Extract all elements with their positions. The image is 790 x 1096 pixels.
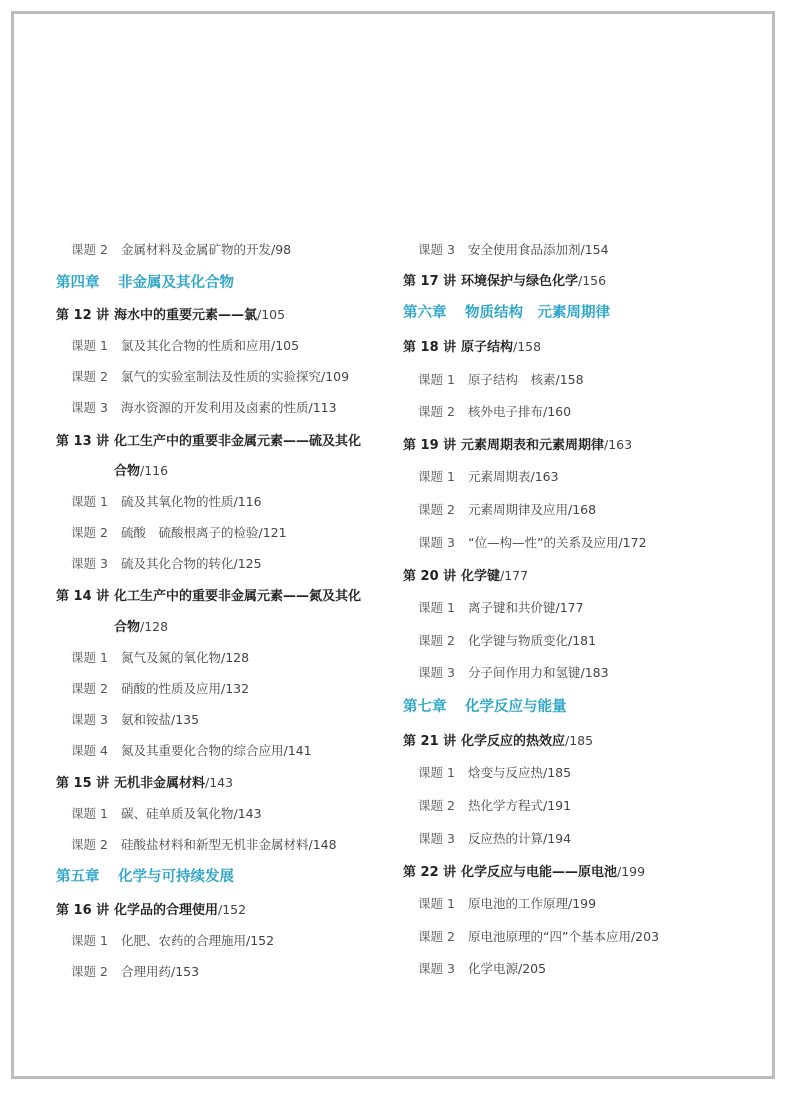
page-number: /185 [565, 733, 594, 748]
entry-number: 第 12 讲 [56, 308, 110, 323]
entry-number: 第 19 讲 [403, 438, 457, 453]
lecture-title-continued[interactable] [56, 461, 168, 481]
page-number: /143 [233, 806, 262, 821]
entry-title: 氮及其重要化合物的综合应用 [121, 743, 284, 758]
lesson-entry[interactable] [56, 962, 199, 982]
entry-title: 原电池的工作原理 [468, 896, 569, 911]
lecture-entry[interactable] [403, 271, 606, 291]
entry-number: 第四章 [56, 275, 100, 291]
entry-number: 第 15 讲 [56, 776, 110, 791]
entry-number: 课题 3 [71, 556, 108, 571]
lecture-entry[interactable] [403, 435, 632, 455]
lesson-entry[interactable] [56, 523, 287, 543]
entry-number: 课题 3 [418, 242, 455, 257]
entry-title: 金属材料及金属矿物的开发 [121, 242, 272, 257]
entry-title: 原电池原理的“四”个基本应用 [468, 929, 631, 944]
entry-title: 氯及其化合物的性质和应用 [121, 338, 272, 353]
entry-title: 化学电源 [468, 961, 519, 976]
lecture-entry[interactable] [56, 586, 361, 606]
entry-number: 课题 1 [71, 338, 108, 353]
entry-number: 第 14 讲 [56, 589, 110, 604]
entry-title: 化学反应与电能——原电池 [461, 865, 618, 880]
page-number: /177 [555, 600, 584, 615]
page-number: /153 [171, 964, 200, 979]
entry-number: 第 20 讲 [403, 569, 457, 584]
entry-number: 课题 2 [418, 404, 455, 419]
page-number: /158 [513, 339, 542, 354]
page-number: /199 [617, 864, 646, 879]
page-number: /143 [205, 775, 234, 790]
lesson-entry[interactable] [56, 679, 249, 699]
entry-number: 第 16 讲 [56, 903, 110, 918]
lesson-entry[interactable] [403, 467, 559, 487]
page-number: /185 [543, 765, 572, 780]
lesson-entry[interactable] [56, 710, 199, 730]
lesson-entry[interactable] [56, 367, 349, 387]
page-number: /116 [140, 463, 169, 478]
page-number: /194 [543, 831, 572, 846]
lesson-entry[interactable] [403, 533, 647, 553]
entry-number: 课题 2 [418, 502, 455, 517]
page-number: /109 [321, 369, 350, 384]
entry-title: 元素周期表和元素周期律 [461, 438, 605, 453]
lecture-entry[interactable] [403, 731, 593, 751]
entry-title: 物质结构 元素周期律 [465, 305, 610, 321]
page-number: /205 [518, 961, 547, 976]
lesson-entry[interactable] [56, 741, 312, 761]
entry-title: 反应热的计算 [468, 831, 544, 846]
entry-number: 课题 4 [71, 743, 108, 758]
page-number: /141 [283, 743, 312, 758]
page-number: /160 [543, 404, 572, 419]
lesson-entry[interactable] [403, 796, 571, 816]
lecture-entry[interactable] [403, 862, 645, 882]
entry-title: 元素周期律及应用 [468, 502, 569, 517]
page-number: /177 [500, 568, 529, 583]
entry-number: 第六章 [403, 305, 447, 321]
entry-number: 课题 1 [418, 372, 455, 387]
lesson-entry[interactable] [403, 894, 596, 914]
page-number: /181 [568, 633, 597, 648]
lesson-entry[interactable] [403, 598, 584, 618]
page-number: /191 [543, 798, 572, 813]
page-number: /105 [257, 307, 286, 322]
entry-title: 氮气及氮的氧化物 [121, 650, 222, 665]
lesson-entry[interactable] [56, 492, 262, 512]
entry-title: 化学反应与能量 [465, 699, 567, 715]
lesson-entry[interactable] [403, 829, 571, 849]
page-number: /135 [171, 712, 200, 727]
lesson-entry[interactable] [403, 402, 571, 422]
lecture-entry[interactable] [56, 900, 246, 920]
lecture-title-continued[interactable] [56, 617, 168, 637]
page-number: /183 [580, 665, 609, 680]
lesson-entry[interactable] [56, 398, 337, 418]
entry-number: 课题 2 [71, 837, 108, 852]
entry-title: 环境保护与绿色化学 [461, 274, 579, 289]
lesson-entry[interactable] [56, 835, 337, 855]
page-number: /156 [578, 273, 607, 288]
page-number: /163 [530, 469, 559, 484]
entry-title: 化肥、农药的合理施用 [121, 933, 247, 948]
entry-title: 硅酸盐材料和新型无机非金属材料 [121, 837, 309, 852]
chapter-heading[interactable] [403, 697, 567, 717]
lesson-entry[interactable] [403, 240, 609, 260]
lecture-entry[interactable] [56, 431, 361, 451]
page-number: /128 [140, 619, 169, 634]
entry-number: 课题 2 [418, 798, 455, 813]
page-number: /168 [568, 502, 597, 517]
entry-number: 课题 2 [418, 633, 455, 648]
page-number: /116 [233, 494, 262, 509]
page-number: /199 [568, 896, 597, 911]
entry-title: 化学与可持续发展 [118, 869, 234, 885]
entry-title: 分子间作用力和氢键 [468, 665, 581, 680]
entry-title: 安全使用食品添加剂 [468, 242, 581, 257]
entry-title: 焓变与反应热 [468, 765, 544, 780]
lesson-entry[interactable] [56, 240, 291, 260]
entry-number: 课题 1 [418, 765, 455, 780]
entry-number: 课题 1 [71, 806, 108, 821]
entry-title: 化学键与物质变化 [468, 633, 569, 648]
entry-title: 合理用药 [121, 964, 172, 979]
entry-number: 第 17 讲 [403, 274, 457, 289]
entry-title: 氯气的实验室制法及性质的实验探究 [121, 369, 322, 384]
entry-title: 核外电子排布 [468, 404, 544, 419]
page-number: /113 [308, 400, 337, 415]
entry-number: 课题 3 [71, 712, 108, 727]
entry-number: 课题 1 [418, 896, 455, 911]
entry-title: 离子键和共价键 [468, 600, 556, 615]
lesson-entry[interactable] [56, 648, 249, 668]
lesson-entry[interactable] [403, 631, 596, 651]
page-number: /154 [580, 242, 609, 257]
entry-number: 课题 2 [71, 525, 108, 540]
entry-title: 合物 [114, 464, 141, 479]
lesson-entry[interactable] [56, 931, 274, 951]
entry-number: 第 13 讲 [56, 434, 110, 449]
entry-title: 化学反应的热效应 [461, 734, 566, 749]
lecture-entry[interactable] [56, 773, 233, 793]
entry-title: 氨和铵盐 [121, 712, 172, 727]
entry-number: 课题 2 [71, 242, 108, 257]
entry-number: 第五章 [56, 869, 100, 885]
entry-number: 课题 3 [418, 961, 455, 976]
entry-title: 原子结构 核素 [468, 372, 556, 387]
page-number: /128 [221, 650, 250, 665]
page-number: /105 [271, 338, 300, 353]
page-number: /148 [308, 837, 337, 852]
lesson-entry[interactable] [403, 763, 571, 783]
entry-number: 课题 1 [71, 650, 108, 665]
lesson-entry[interactable] [403, 500, 596, 520]
entry-title: 化学键 [461, 569, 501, 584]
lesson-entry[interactable] [56, 804, 262, 824]
page-number: /132 [221, 681, 250, 696]
page-number: /152 [218, 902, 247, 917]
entry-number: 第七章 [403, 699, 447, 715]
entry-number: 第 21 讲 [403, 734, 457, 749]
entry-number: 第 22 讲 [403, 865, 457, 880]
lesson-entry[interactable] [403, 370, 584, 390]
entry-title: 非金属及其化合物 [118, 275, 234, 291]
lecture-entry[interactable] [403, 566, 528, 586]
page-number: /125 [233, 556, 262, 571]
entry-title: “位—构—性”的关系及应用 [468, 535, 619, 550]
entry-number: 课题 3 [71, 400, 108, 415]
chapter-heading[interactable] [56, 867, 234, 887]
entry-number: 课题 3 [418, 831, 455, 846]
entry-title: 海水中的重要元素——氯 [114, 308, 258, 323]
entry-title: 硫酸 硫酸根离子的检验 [121, 525, 259, 540]
page-number: /121 [258, 525, 287, 540]
entry-title: 碳、硅单质及氧化物 [121, 806, 234, 821]
entry-title: 硫及其氧化物的性质 [121, 494, 234, 509]
entry-number: 课题 2 [71, 964, 108, 979]
entry-title: 海水资源的开发利用及卤素的性质 [121, 400, 309, 415]
entry-title: 硫及其化合物的转化 [121, 556, 234, 571]
lecture-entry[interactable] [56, 305, 285, 325]
entry-number: 课题 2 [71, 369, 108, 384]
page-number: /203 [630, 929, 660, 944]
lesson-entry[interactable] [56, 554, 262, 574]
entry-number: 课题 1 [71, 933, 108, 948]
page-number: /163 [604, 437, 633, 452]
page-number: /158 [555, 372, 584, 387]
page-number: /172 [618, 535, 647, 550]
entry-title: 合物 [114, 620, 141, 635]
page-number: /98 [271, 242, 292, 257]
lesson-entry[interactable] [56, 336, 299, 356]
lesson-entry[interactable] [403, 959, 546, 979]
chapter-heading[interactable] [56, 273, 234, 293]
lesson-entry[interactable] [403, 663, 609, 683]
entry-title: 原子结构 [461, 340, 514, 355]
page-number: /152 [246, 933, 275, 948]
entry-number: 课题 1 [418, 600, 455, 615]
entry-number: 课题 3 [418, 535, 455, 550]
entry-number: 课题 2 [418, 929, 455, 944]
chapter-heading[interactable] [403, 303, 610, 323]
entry-number: 第 18 讲 [403, 340, 457, 355]
entry-title: 化学品的合理使用 [114, 903, 219, 918]
lecture-entry[interactable] [403, 337, 541, 357]
entry-number: 课题 2 [71, 681, 108, 696]
entry-title: 硝酸的性质及应用 [121, 681, 222, 696]
entry-number: 课题 1 [418, 469, 455, 484]
entry-number: 课题 1 [71, 494, 108, 509]
entry-number: 课题 3 [418, 665, 455, 680]
entry-title: 化工生产中的重要非金属元素——氮及其化 [114, 589, 362, 604]
entry-title: 热化学方程式 [468, 798, 544, 813]
entry-title: 无机非金属材料 [114, 776, 206, 791]
lesson-entry[interactable] [403, 927, 659, 947]
entry-title: 元素周期表 [468, 469, 531, 484]
entry-title: 化工生产中的重要非金属元素——硫及其化 [114, 434, 362, 449]
